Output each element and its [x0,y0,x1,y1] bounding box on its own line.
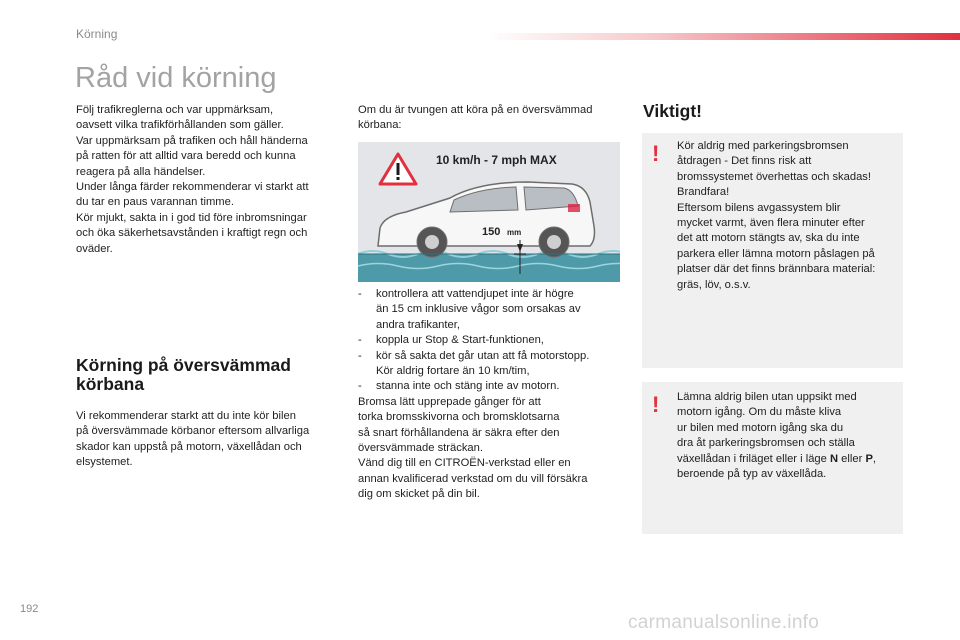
text-line: än 15 cm inklusive vågor som orsakas av [376,303,581,316]
flooded-intro [358,103,620,134]
text-line: gräs, löv, o.s.v. [677,278,751,291]
text-fragment: eller [838,452,866,465]
text-line: oväder. [76,242,113,255]
text-line: oavsett vilka trafikförhållanden som gäller. [76,119,284,132]
flooded-road-heading [76,356,338,394]
text-line: så snart förhållandena är säkra efter den [358,426,560,439]
text-line: Brandfara! [677,186,730,199]
text-line: kör så sakta det går utan att få motorstopp. [376,349,590,362]
list-item [358,379,620,394]
list-item [358,287,620,333]
text-line: motorn igång. Om du måste kliva [677,406,842,419]
text-line: mycket varmt, även flera minuter efter [677,217,865,230]
text-line: ur bilen med motorn igång ska du [677,421,844,434]
instruction-list [358,287,620,395]
important-heading: Viktigt! [643,101,702,121]
page-title: Råd vid körning [75,62,277,94]
text-line: Eftersom bilens avgassystem blir [677,201,841,214]
text-line: Kör mjukt, sakta in i god tid före inbromsningar [76,211,307,224]
watermark: carmanualsonline.info [628,612,820,633]
text-fragment: växellådan i friläget eller i läge [677,452,830,465]
warning-text [677,390,899,482]
text-line: Kör aldrig fortare än 10 km/tim, [376,365,530,378]
text-line [677,452,899,467]
depth-value: 150 [482,226,501,238]
text-line: bromssystemet överhettas och skadas! [677,170,872,183]
page-number: 192 [20,603,39,615]
text-line: körbana: [358,119,402,132]
text-fragment: , [872,452,877,465]
heading-line: körbana [76,374,145,394]
intro-paragraph [76,103,338,257]
exclamation-icon: ! [652,392,660,417]
text-line: annan kvalificerad verkstad om du vill försäkra [358,472,588,485]
text-line: platser där det finns brännbara material: [677,263,876,276]
exclamation-icon: ! [652,141,660,166]
flooded-instructions [358,287,620,503]
gear-n: N [829,452,839,465]
text-line: dra åt parkeringsbromsen och ställa [677,437,855,450]
warning-text [677,139,899,293]
heading-line: Körning på översvämmad [76,355,291,375]
warning-box-engine-running [642,382,903,534]
text-line: parkera eller lämna motorn påslagen på [677,247,875,260]
text-line: det att motorn stängts av, ska du inte [677,232,860,245]
text-line: reagera på alla händelser. [76,165,206,178]
text-line: beroende på typ av växellåda. [677,468,827,481]
text-line: på ratten för att alltid vara beredd och kunna [76,150,296,163]
list-dash: - [358,349,362,362]
text-line: kontrollera att vattendjupet inte är högre [376,288,574,300]
text-line: översvämmade sträckan. [358,442,483,455]
text-line: Vänd dig till en CITROËN-verkstad eller en [358,457,571,470]
speed-limit-label: 10 km/h - 7 mph MAX [436,153,557,167]
warning-box-parking-brake [642,133,903,368]
text-line: på översvämmade körbanor eftersom allvarliga [76,425,310,438]
text-line: koppla ur Stop & Start-funktionen, [376,334,544,347]
text-line: elsystemet. [76,456,133,469]
text-line: Lämna aldrig bilen utan uppsikt med [677,391,857,403]
list-dash: - [358,380,362,393]
list-dash: - [358,288,362,300]
flooded-road-illustration [358,142,620,282]
text-line: dig om skicket på din bil. [358,488,480,501]
flooded-road-paragraph [76,409,338,471]
text-line: torka bromsskivorna och bromsklotsarna [358,411,560,424]
header-accent-line [486,33,960,40]
text-line: Under långa färder rekommenderar vi starkt att [76,181,309,194]
list-item [358,349,620,380]
text-line: Var uppmärksam på trafiken och håll händerna [76,134,308,147]
section-label: Körning [76,27,118,41]
text-line: Kör aldrig med parkeringsbromsen [677,140,849,152]
depth-unit: mm [507,228,522,237]
text-line: Följ trafikreglerna och var uppmärksam, [76,104,274,116]
list-item [358,333,620,348]
text-line: stanna inte och stäng inte av motorn. [376,380,560,393]
text-line: Om du är tvungen att köra på en översvämmad [358,104,593,116]
text-line: Bromsa lätt upprepade gånger för att [358,395,541,408]
list-dash: - [358,334,362,347]
text-line: du tar en paus varannan timme. [76,196,234,209]
text-line: åtdragen - Det finns risk att [677,155,812,168]
text-line: och öka säkerhetsavstånden i kraftigt regn och [76,227,308,240]
text-line: Vi rekommenderar starkt att du inte kör bilen [76,410,296,422]
car-in-water-illustration [358,142,620,282]
text-line: skador kan uppstå på motorn, växellådan och [76,440,302,453]
text-line: andra trafikanter, [376,318,460,331]
gear-p: P [865,452,873,465]
